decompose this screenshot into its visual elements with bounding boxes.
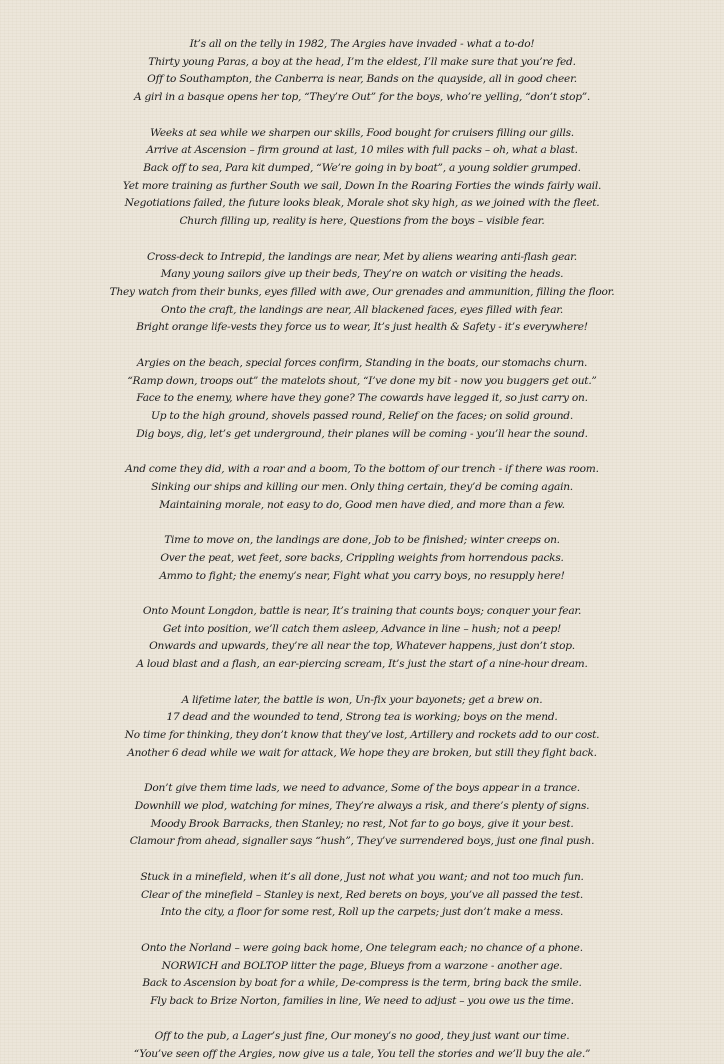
poem-line: Onto Mount Longdon, battle is near, It’s training that counts boys; conquer your fear. — [142, 605, 582, 618]
poem-line: Onto the Norland – were going back home, One telegram each; no chance of a phone. — [141, 941, 583, 954]
poem-line: Time to move on, the landings are done, Job to be finished; winter creeps on. — [164, 534, 560, 547]
poem-line: Maintaining morale, not easy to do, Good men have died, and more than a few. — [159, 498, 565, 511]
poem-line: Clamour from ahead, signaller says “hush”, They’ve surrendered boys, just one final push. — [129, 835, 595, 848]
stanza — [0, 869, 724, 922]
poem-line: They watch from their bunks, eyes filled with awe, Our grenades and ammunition, filling the floor. — [109, 286, 615, 299]
stanza — [0, 692, 724, 763]
poem-line: Face to the enemy, where have they gone? The cowards have legged it, so just carry on. — [136, 392, 588, 405]
poem-line: Weeks at sea while we sharpen our skills, Food bought for cruisers filling our gills. — [150, 126, 574, 139]
poem-line: Arrive at Ascension – firm ground at last, 10 miles with full packs – oh, what a blast. — [146, 144, 578, 157]
poem-line: And come they did, with a roar and a boom, To the bottom of our trench - if there was room. — [125, 463, 599, 476]
poem-line: Onwards and upwards, they’re all near the top, Whatever happens, just don’t stop. — [149, 640, 575, 653]
poem-line: Into the city, a floor for some rest, Roll up the carpets; just don’t make a mess. — [160, 906, 564, 919]
poem-line: A lifetime later, the battle is won, Un-fix your bayonets; get a brew on. — [181, 693, 543, 706]
poem-line: Argies on the beach, special forces confirm, Standing in the boats, our stomachs churn. — [136, 356, 588, 369]
poem-line: Moody Brook Barracks, then Stanley; no rest, Not far to go boys, give it your best. — [150, 817, 574, 830]
poem-line: “You’ve seen off the Argies, now give us a tale, You tell the stories and we’ll buy the ale.” — [133, 1048, 591, 1061]
poem-line: Don’t give them time lads, we need to advance, Some of the boys appear in a trance. — [144, 782, 580, 795]
stanza — [0, 532, 724, 585]
stanza — [0, 36, 724, 107]
stanza — [0, 1028, 724, 1063]
poem-line: Sinking our ships and killing our men. Only thing certain, they’d be coming again. — [151, 480, 573, 493]
poem-line: Up to the high ground, shovels passed round, Relief on the faces; on solid ground. — [151, 410, 573, 423]
poem-line: Off to the pub, a Lager’s just fine, Our money’s no good, they just want our time. — [154, 1030, 570, 1043]
stanza — [0, 780, 724, 851]
poem-line: Clear of the minefield – Stanley is next, Red berets on boys, you’ve all passed the test. — [141, 888, 583, 901]
poem-line: Cross-deck to Intrepid, the landings are near, Met by aliens wearing anti-flash gear. — [147, 250, 577, 263]
poem-line: Many young sailors give up their beds, They’re on watch or visiting the heads. — [160, 268, 564, 281]
poem-line: Onto the craft, the landings are near, All blackened faces, eyes filled with fear. — [160, 303, 564, 316]
poem-line: 17 dead and the wounded to tend, Strong tea is working; boys on the mend. — [166, 711, 558, 724]
stanza — [0, 125, 724, 231]
poem-line: Fly back to Brize Norton, families in line, We need to adjust – you owe us the time. — [150, 994, 574, 1007]
poem-line: Another 6 dead while we wait for attack, We hope they are broken, but still they fight back. — [127, 746, 597, 759]
poem-line: Back to Ascension by boat for a while, De-compress is the term, bring back the smile. — [142, 977, 582, 990]
poem-line: Off to Southampton, the Canberra is near, Bands on the quayside, all in good cheer. — [147, 73, 577, 86]
poem-line: Bright orange life-vests they force us to wear, It’s just health & Safety - it’s everywhere! — [136, 321, 588, 334]
poem-line: Dig boys, dig, let’s get underground, their planes will be coming - you’ll hear the sound. — [136, 427, 588, 440]
poem-line: “Ramp down, troops out” the matelots shout, “I’ve done my bit - now you buggers get out.” — [127, 374, 597, 387]
poem-line: NORWICH and BOLTOP litter the page, Blueys from a warzone - another age. — [161, 959, 563, 972]
poem-line: Over the peat, wet feet, sore backs, Crippling weights from horrendous packs. — [160, 551, 564, 564]
poem-line: Yet more training as further South we sail, Down In the Roaring Forties the winds fairly wail. — [122, 179, 602, 192]
poem-line: It’s all on the telly in 1982, The Argies have invaded - what a to-do! — [189, 38, 535, 50]
poem-line: Thirty young Paras, a boy at the head, I’m the eldest, I’ll make sure that you’re fed. — [148, 55, 576, 68]
poem-line: Back off to sea, Para kit dumped, “We’re going in by boat”, a young soldier grumped. — [143, 162, 581, 175]
stanza — [0, 249, 724, 338]
stanza — [0, 461, 724, 514]
stanza — [0, 940, 724, 1011]
stanza — [0, 603, 724, 674]
poem-line: Downhill we plod, watching for mines, They’re always a risk, and there’s plenty of signs. — [134, 799, 590, 812]
stanza — [0, 355, 724, 444]
poem-line: Ammo to fight; the enemy’s near, Fight what you carry boys, no resupply here! — [159, 569, 565, 582]
poem-line: Negotiations failed, the future looks bleak, Morale shot sky high, as we joined with the fleet. — [124, 197, 600, 210]
poem-line: Church filling up, reality is here, Questions from the boys – visible fear. — [179, 215, 545, 228]
poem-line: Get into position, we’ll catch them asleep, Advance in line – hush; not a peep! — [162, 622, 562, 635]
poem-line: A girl in a basque opens her top, “They’re Out” for the boys, who’re yelling, “don’t stop”. — [133, 91, 591, 104]
poem-line: A loud blast and a flash, an ear-piercing scream, It’s just the start of a nine-hour dream. — [136, 658, 588, 671]
poem-line: Stuck in a minefield, when it’s all done, Just not what you want; and not too much fun. — [140, 870, 584, 883]
poem-line: No time for thinking, they don’t know that they’ve lost, Artillery and rockets add to our cost. — [124, 729, 600, 742]
